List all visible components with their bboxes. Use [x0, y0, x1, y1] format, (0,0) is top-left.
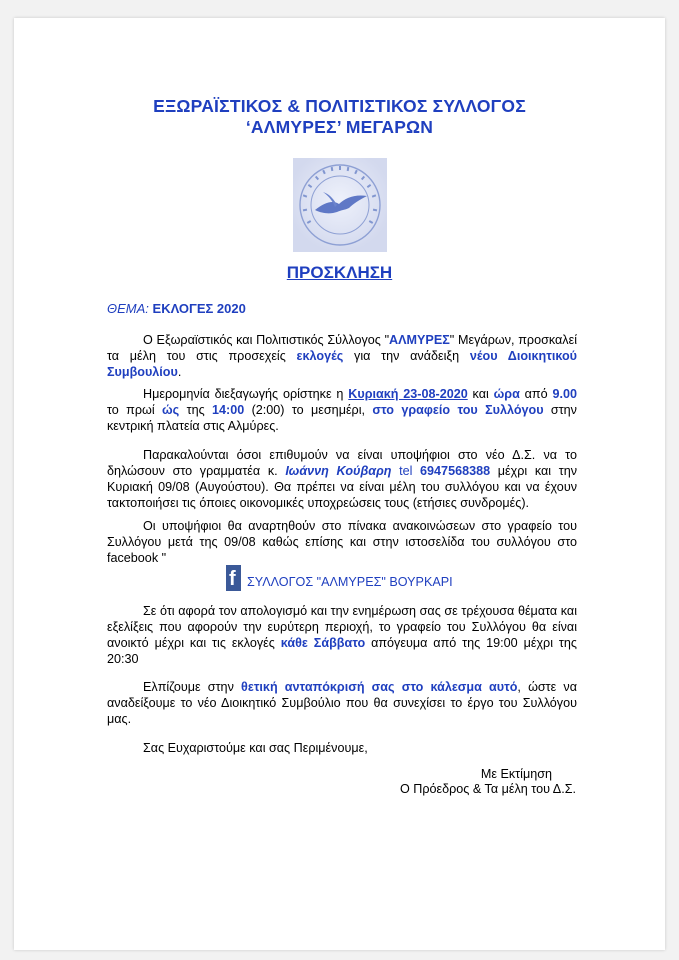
association-subname: ‘ΑΛΜΥΡΕΣ’ ΜΕΓΑΡΩΝ — [245, 117, 434, 137]
association-name: ΕΞΩΡΑΪΣΤΙΚΟΣ & ΠΟΛΙΤΙΣΤΙΚΟΣ ΣΥΛΛΟΓΟΣ — [153, 96, 526, 116]
subject-label: ΘΕΜΑ: — [107, 301, 149, 316]
facebook-page-link[interactable] — [226, 565, 453, 591]
subject-value: ΕΚΛΟΓΕΣ 2020 — [152, 301, 246, 316]
seal-icon — [293, 158, 387, 252]
facebook-icon: f — [226, 565, 241, 591]
paragraph-announcement: Οι υποψήφιοι θα αναρτηθούν στο πίνακα ανακοινώσεων στο γραφείο του Συλλόγου μετά της 09/08 καθώς επίσης και στην ιστοσελίδα του συλλόγου στο facebook " — [107, 519, 577, 565]
signature-signatory: Ο Πρόεδρος & Τα μέλη του Δ.Σ. — [399, 782, 576, 796]
paragraph-invitation: Ο Εξωραϊστικός και Πολιτιστικός Σύλλογος "ΑΛΜΥΡΕΣ" Μεγάρων, προσκαλεί τα μέλη του στις προσεχείς εκλογές για την ανάδειξη νέου Διοικητικού Συμβουλίου. — [107, 333, 577, 379]
paragraph-date: Ημερομηνία διεξαγωγής ορίστηκε η Κυριακή 23-08-2020 και ώρα από 9.00 το πρωί ώς της 14:00 (2:00) το μεσημέρι, στο γραφείο του Συλλόγου στην κεντρική πλατεία στις Αλμύρες. — [107, 387, 577, 433]
subject-line — [107, 301, 246, 316]
signature-greeting: Με Εκτίμηση — [480, 767, 552, 781]
paragraph-thanks: Σας Ευχαριστούμε και σας Περιμένουμε, — [143, 741, 368, 755]
paragraph-candidates: Παρακαλούνται όσοι επιθυμούν να είναι υποψήφιοι στο νέο Δ.Σ. να το δηλώσουν στο γραμματέα κ. Ιωάννη Κούβαρη tel 6947568388 μέχρι και την Κυριακή 09/08 (Αυγούστου). Θα πρέπει να είναι μέλη του συλλόγου και να έχουν τακτοποιήσει τις όποιες οικονομικές υποχρεώσεις τους (ετήσιες συνδρομές). — [107, 448, 577, 510]
paragraph-office-hours: Σε ότι αφορά τον απολογισμό και την ενημέρωση σας σε τρέχουσα θέματα και εξελίξεις που αφορούν την ευρύτερη περιοχή, το γραφείο του Συλλόγου θα είναι ανοικτό μέχρι και τις εκλογές κάθε Σάββατο απόγευμα από της 19:00 μέχρι της 20:30 — [107, 604, 577, 666]
facebook-page-name: ΣΥΛΛΟΓΟΣ "ΑΛΜΥΡΕΣ" ΒΟΥΡΚΑΡΙ — [247, 575, 453, 589]
paragraph-hope: Ελπίζουμε στην θετική ανταπόκρισή σας στο κάλεσμα αυτό, ώστε να αναδείξουμε το νέο Διοικητικό Συμβούλιο που θα συνεχίσει το έργο του Συλλόγου μας. — [107, 680, 578, 726]
invitation-heading: ΠΡΟΣΚΛΗΣΗ — [286, 263, 393, 282]
